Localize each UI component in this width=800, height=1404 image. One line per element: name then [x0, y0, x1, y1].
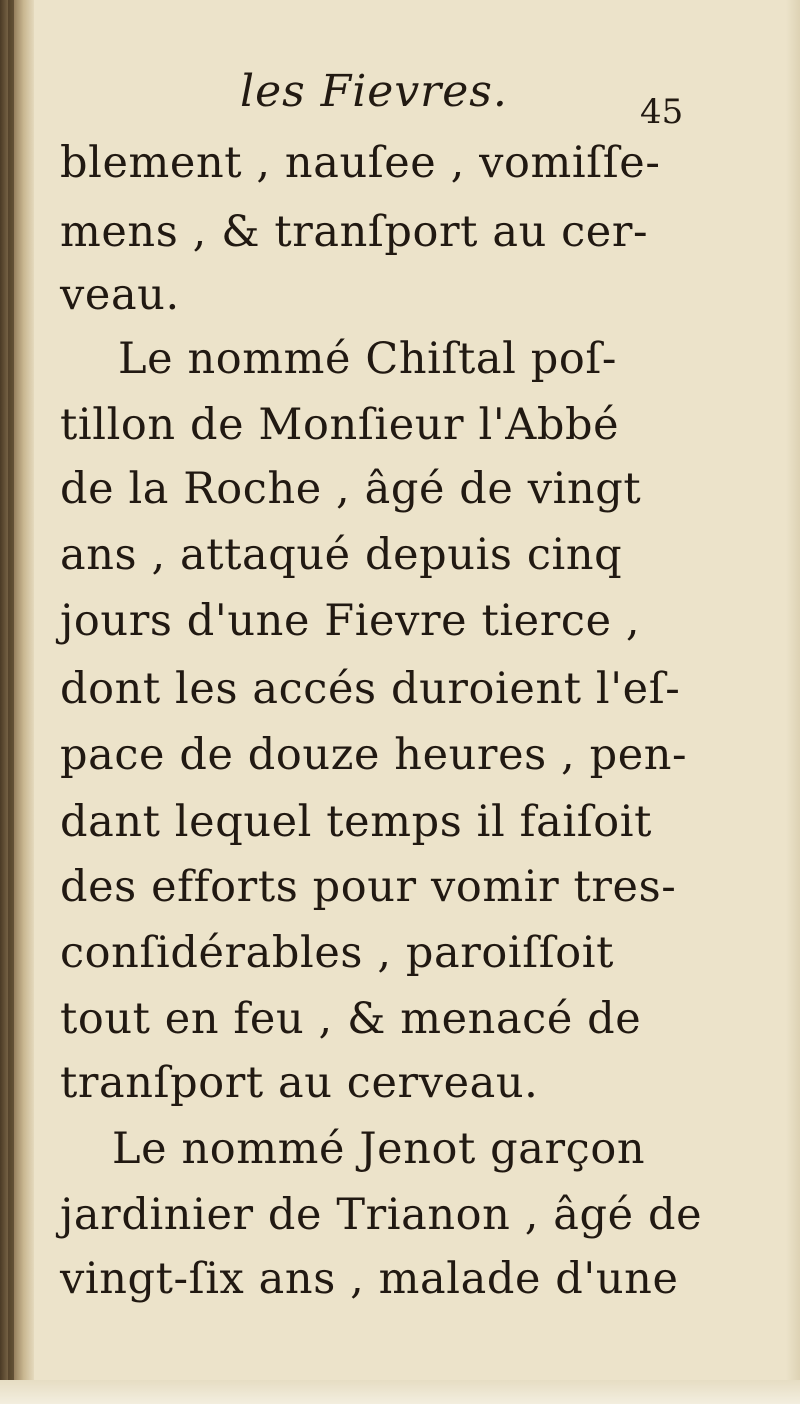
text-line: de la Roche , âgé de vingt — [60, 464, 642, 514]
text-line: pace de douze heures , pen- — [60, 730, 688, 780]
text-line: vingt-ſix ans , malade d'une — [60, 1254, 679, 1304]
page-number: 45 — [640, 92, 684, 132]
text-line: tranſport au cerveau. — [60, 1058, 539, 1108]
text-line: dant lequel temps il faiſoit — [60, 797, 652, 847]
text-line: ans , attaqué depuis cinq — [60, 530, 623, 580]
binding-gutter — [0, 0, 34, 1404]
paragraph-start-line: Le nommé Jenot garçon — [112, 1124, 646, 1174]
text-line: mens , & tranſport au cer- — [60, 207, 649, 257]
text-line: dont les accés duroient l'eſ- — [60, 664, 681, 714]
text-line: veau. — [60, 270, 180, 320]
text-line: des efforts pour vomir tres- — [60, 862, 677, 912]
binding-shadow — [8, 0, 14, 1404]
text-line: tout en feu , & menacé de — [60, 994, 642, 1044]
text-line: jardinier de Trianon , âgé de — [60, 1190, 703, 1240]
page-edge-bottom — [0, 1380, 800, 1404]
page-edge-right — [786, 0, 800, 1404]
text-line: conſidérables , paroiſſoit — [60, 928, 615, 978]
text-line: jours d'une Fievre tierce , — [60, 596, 641, 646]
text-line: blement , nauſee , vomiſſe- — [60, 138, 661, 188]
running-head: les Fievres. — [240, 66, 508, 117]
text-line: tillon de Monſieur l'Abbé — [60, 400, 620, 450]
paragraph-start-line: Le nommé Chiſtal poſ- — [118, 334, 617, 384]
